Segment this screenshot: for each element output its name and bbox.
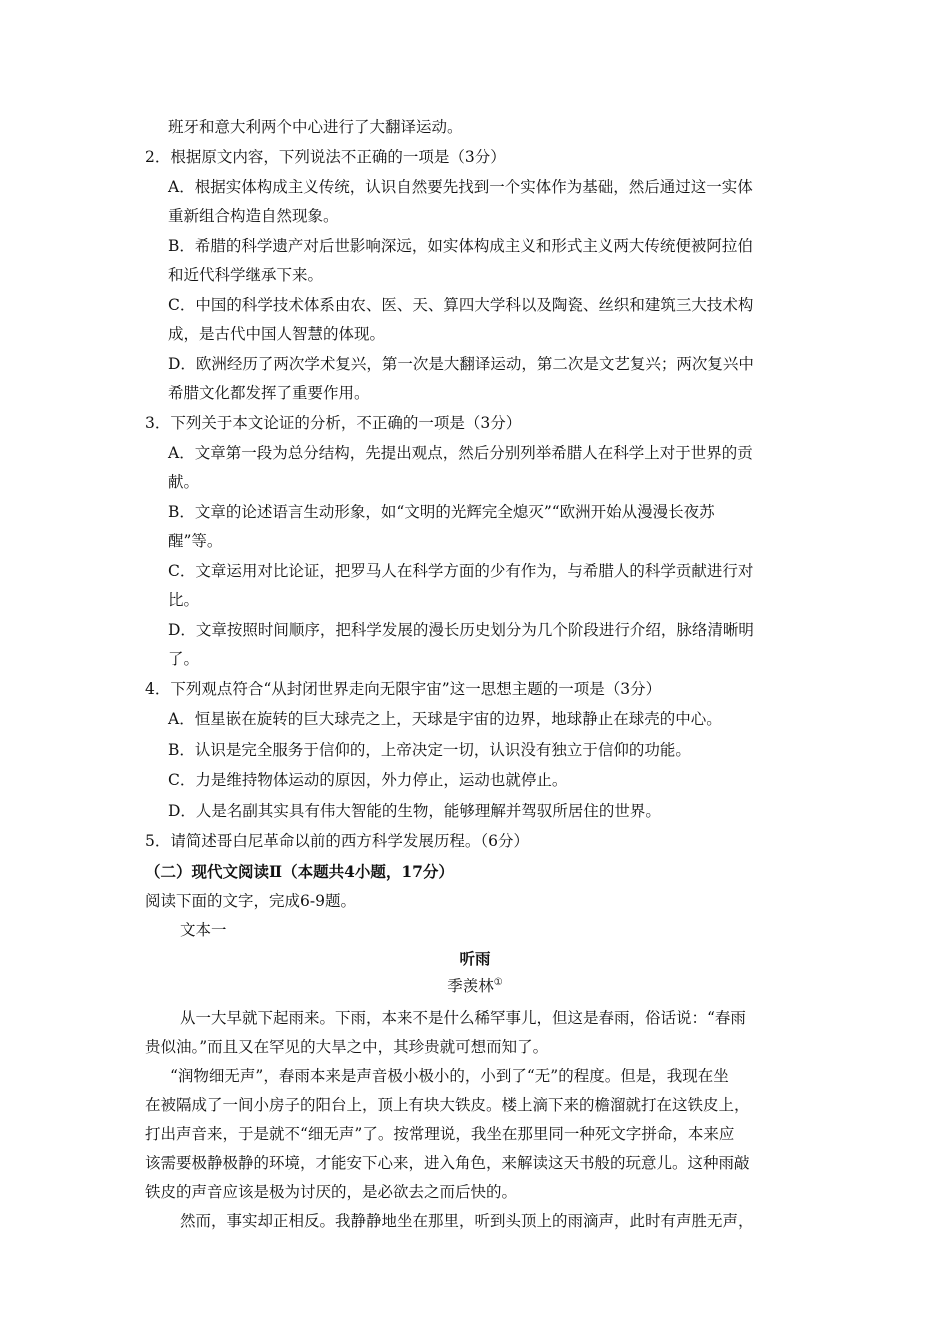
essay-author <box>0 976 950 996</box>
paragraph-2-line-2: 在被隔成了一间小房子的阳台上，顶上有块大铁皮。楼上滴下来的檐溜就打在这铁皮上， <box>145 1096 750 1114</box>
question-3-option-a: A．文章第一段为总分结构，先提出观点，然后分别列举希腊人在科学上对于世界的贡 <box>168 444 753 462</box>
paragraph-2-line-3: 打出声音来，于是就不“细无声”了。按常理说，我坐在那里同一种死文字拼命，本来应 <box>145 1125 735 1143</box>
paragraph-2-line-5: 铁皮的声音应该是极为讨厌的，是必欲去之而后快的。 <box>145 1183 518 1201</box>
paragraph-1-line-2: 贵似油。”而且又在罕见的大旱之中，其珍贵就可想而知了。 <box>145 1038 549 1056</box>
question-3-option-d-cont: 了。 <box>168 650 200 668</box>
question-2-option-b-cont: 和近代科学继承下来。 <box>168 266 324 284</box>
question-2-option-a: A．根据实体构成主义传统，认识自然要先找到一个实体作为基础，然后通过这一实体 <box>168 178 753 196</box>
question-4-option-b: B．认识是完全服务于信仰的，上帝决定一切，认识没有独立于信仰的功能。 <box>168 741 691 759</box>
text-one-label: 文本一 <box>180 921 227 939</box>
question-3-option-b-cont: 醒”等。 <box>168 532 223 550</box>
paragraph-1-line-1: 从一大早就下起雨来。下雨，本来不是什么稀罕事儿，但这是春雨，俗话说：“春雨 <box>180 1009 746 1027</box>
question-4-stem: 4．下列观点符合“从封闭世界走向无限宇宙”这一思想主题的一项是（3分） <box>145 680 662 698</box>
question-3-option-c: C．文章运用对比论证，把罗马人在科学方面的少有作为，与希腊人的科学贡献进行对 <box>168 562 754 580</box>
paragraph-2-line-4: 该需要极静极静的环境，才能安下心来，进入角色，来解读这天书般的玩意儿。这种雨敲 <box>145 1154 750 1172</box>
question-1-tail: 班牙和意大利两个中心进行了大翻译运动。 <box>168 118 463 136</box>
footnote-mark: ① <box>493 976 503 988</box>
question-2-option-a-cont: 重新组合构造自然现象。 <box>168 207 339 225</box>
question-3-option-a-cont: 献。 <box>168 473 200 491</box>
author-name: 季羡林 <box>447 977 494 995</box>
question-2-option-d: D．欧洲经历了两次学术复兴，第一次是大翻译运动，第二次是文艺复兴；两次复兴中 <box>168 355 754 373</box>
section-2-heading: （二）现代文阅读Ⅱ（本题共4小题，17分） <box>145 862 454 881</box>
section-2-instruction: 阅读下面的文字，完成6-9题。 <box>145 892 356 910</box>
question-3-option-c-cont: 比。 <box>168 591 200 609</box>
question-4-option-d: D．人是名副其实具有伟大智能的生物，能够理解并驾驭所居住的世界。 <box>168 802 661 820</box>
essay-title: 听雨 <box>459 949 491 968</box>
question-4-option-c: C．力是维持物体运动的原因，外力停止，运动也就停止。 <box>168 771 568 789</box>
paragraph-2-line-1: “润物细无声”，春雨本来是声音极小极小的，小到了“无”的程度。但是，我现在坐 <box>170 1067 729 1085</box>
paragraph-3-line-1: 然而，事实却正相反。我静静地坐在那里，听到头顶上的雨滴声，此时有声胜无声， <box>180 1212 754 1230</box>
question-2-option-d-cont: 希腊文化都发挥了重要作用。 <box>168 384 370 402</box>
question-2-option-b: B．希腊的科学遗产对后世影响深远，如实体构成主义和形式主义两大传统便被阿拉伯 <box>168 237 753 255</box>
question-2-option-c-cont: 成，是古代中国人智慧的体现。 <box>168 325 386 343</box>
question-3-stem: 3．下列关于本文论证的分析，不正确的一项是（3分） <box>145 414 522 432</box>
question-3-option-d: D．文章按照时间顺序，把科学发展的漫长历史划分为几个阶段进行介绍，脉络清晰明 <box>168 621 754 639</box>
question-2-option-c: C．中国的科学技术体系由农、医、天、算四大学科以及陶瓷、丝织和建筑三大技术构 <box>168 296 754 314</box>
question-3-option-b: B．文章的论述语言生动形象，如“文明的光辉完全熄灭”“欧洲开始从漫漫长夜苏 <box>168 503 715 521</box>
question-5: 5．请简述哥白尼革命以前的西方科学发展历程。（6分） <box>145 832 529 850</box>
question-2-stem: 2．根据原文内容，下列说法不正确的一项是（3分） <box>145 148 506 166</box>
question-4-option-a: A．恒星嵌在旋转的巨大球壳之上，天球是宇宙的边界，地球静止在球壳的中心。 <box>168 710 722 728</box>
